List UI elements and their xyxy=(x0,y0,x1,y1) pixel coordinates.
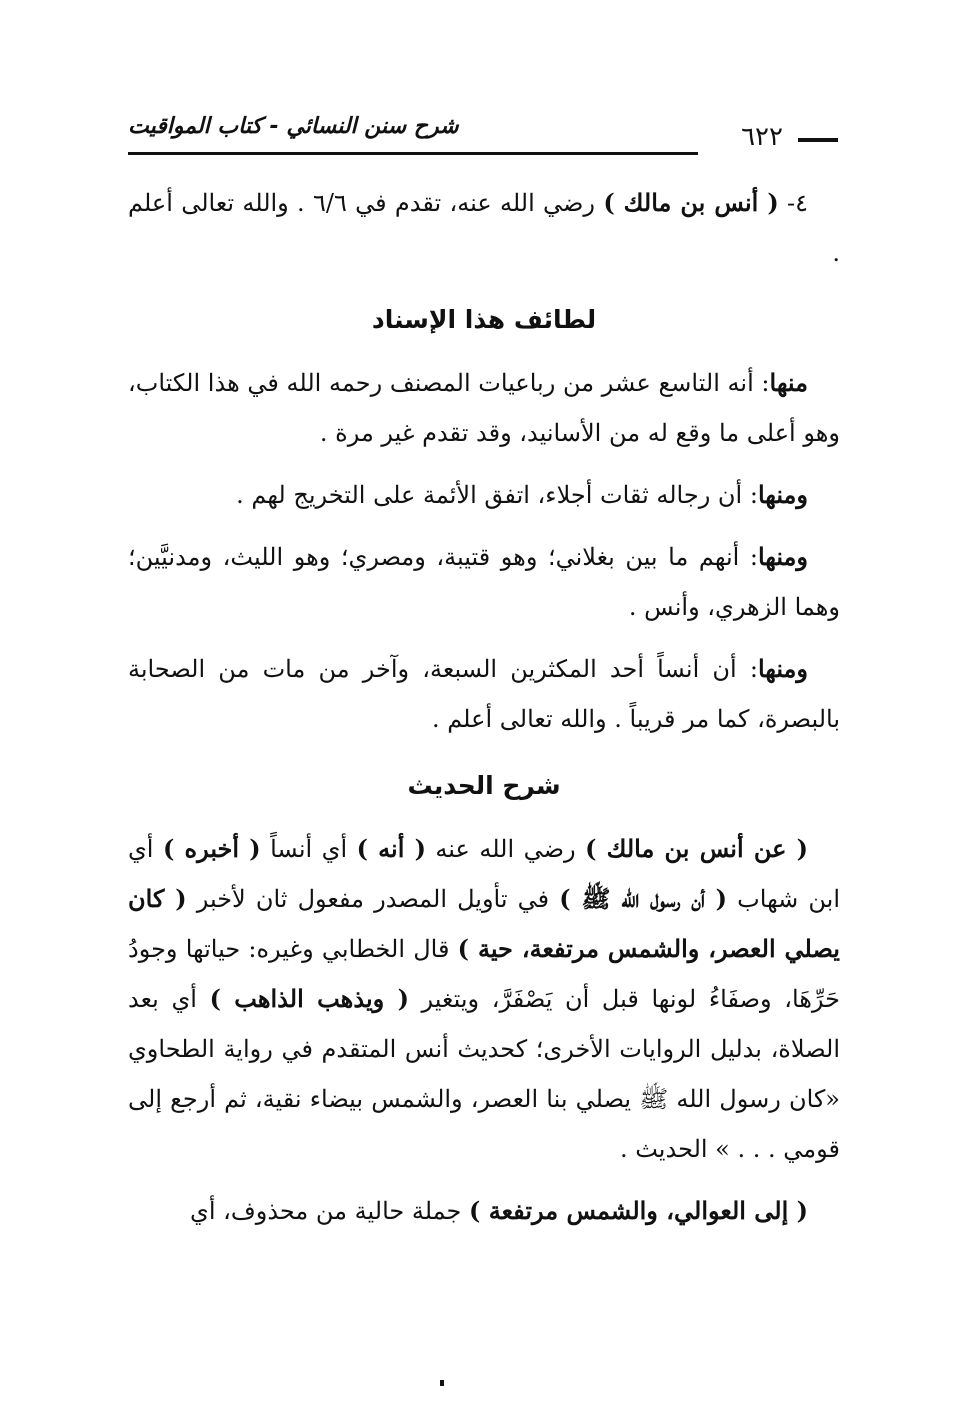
point-lead: ومنها xyxy=(757,480,808,509)
isnad-point-1 xyxy=(128,358,840,458)
commentary-text: أي ابن شهاب xyxy=(128,835,840,913)
quoted-phrase: ( ويذهب الذاهب ) xyxy=(209,984,409,1013)
page-header xyxy=(128,112,838,160)
quoted-phrase: ( كان يصلي العصر، والشمس مرتفعة، حية ) xyxy=(128,884,840,963)
point-text: : أنه التاسع عشر من رباعيات المصنف رحمه الله في هذا الكتاب، وهو أعلى ما وقع له من الأسانيد، وقد تقدم غير مرة . xyxy=(128,369,840,447)
point-text: : أن أنساً أحد المكثرين السبعة، وآخر من مات من الصحابة بالبصرة، كما مر قريباً . والله تعالى أعلم . xyxy=(128,655,840,733)
quoted-phrase: ( أن رسول الله ﷺ ) xyxy=(559,884,728,913)
section-heading-isnad: لطائف هذا الإسناد xyxy=(371,305,597,334)
section-heading-hadith: شرح الحديث xyxy=(407,771,561,800)
running-title: شرح سنن النسائي - كتاب المواقيت xyxy=(128,114,459,139)
commentary-text: رضي الله عنه xyxy=(425,835,586,863)
entry-number: ٤- xyxy=(787,189,808,217)
point-lead: ومنها xyxy=(757,542,808,571)
commentary-text: في تأويل المصدر مفعول ثان لأخبر xyxy=(186,885,560,913)
isnad-point-2 xyxy=(128,470,840,520)
isnad-point-3 xyxy=(128,532,840,632)
quoted-phrase: ( أخبره ) xyxy=(162,834,261,863)
print-mark xyxy=(440,1380,444,1386)
header-dash xyxy=(798,138,838,142)
quoted-phrase: ( إلى العوالي، والشمس مرتفعة ) xyxy=(469,1196,808,1225)
point-text: : أنهم ما بين بغلاني؛ وهو قتيبة، ومصري؛ وهو الليث، ومدنيَّين؛ وهما الزهري، وأنس . xyxy=(128,543,840,621)
commentary-text: أي أنساً xyxy=(260,835,357,863)
hadith-commentary-paragraph-2 xyxy=(128,1186,840,1236)
commentary-text: جملة حالية من محذوف، أي xyxy=(190,1197,470,1225)
commentary-text: قال الخطابي وغيره: حياتها وجودُ حَرِّهَا، وصفَاءُ لونها قبل أن يَصْفَرَّ، ويتغير xyxy=(128,935,840,1013)
quoted-phrase: ( عن أنس بن مالك ) xyxy=(585,834,808,863)
quoted-phrase: ( أنه ) xyxy=(356,834,426,863)
narrator-entry-4 xyxy=(128,178,840,278)
entry-text: رضي الله عنه، تقدم في ٦/٦ . والله تعالى أعلم . xyxy=(128,189,840,267)
narrator-name: ( أنس بن مالك ) xyxy=(603,188,779,217)
page-body xyxy=(128,178,840,1236)
point-text: : أن رجاله ثقات أجلاء، اتفق الأئمة على التخريج لهم . xyxy=(236,481,758,509)
hadith-commentary-paragraph xyxy=(128,824,840,1174)
header-rule xyxy=(128,152,698,155)
page-number: ٦٢٢ xyxy=(741,122,783,152)
point-lead: ومنها xyxy=(757,654,808,683)
commentary-text: أي بعد الصلاة، بدليل الروايات الأخرى؛ كحديث أنس المتقدم في رواية الطحاوي «كان رسول الله ﷺ يصلي بنا العصر، والشمس بيضاء نقية، ثم أرجع إلى قومي . . . » الحديث . xyxy=(128,985,840,1163)
isnad-point-4 xyxy=(128,644,840,744)
point-lead: منها xyxy=(769,368,808,397)
